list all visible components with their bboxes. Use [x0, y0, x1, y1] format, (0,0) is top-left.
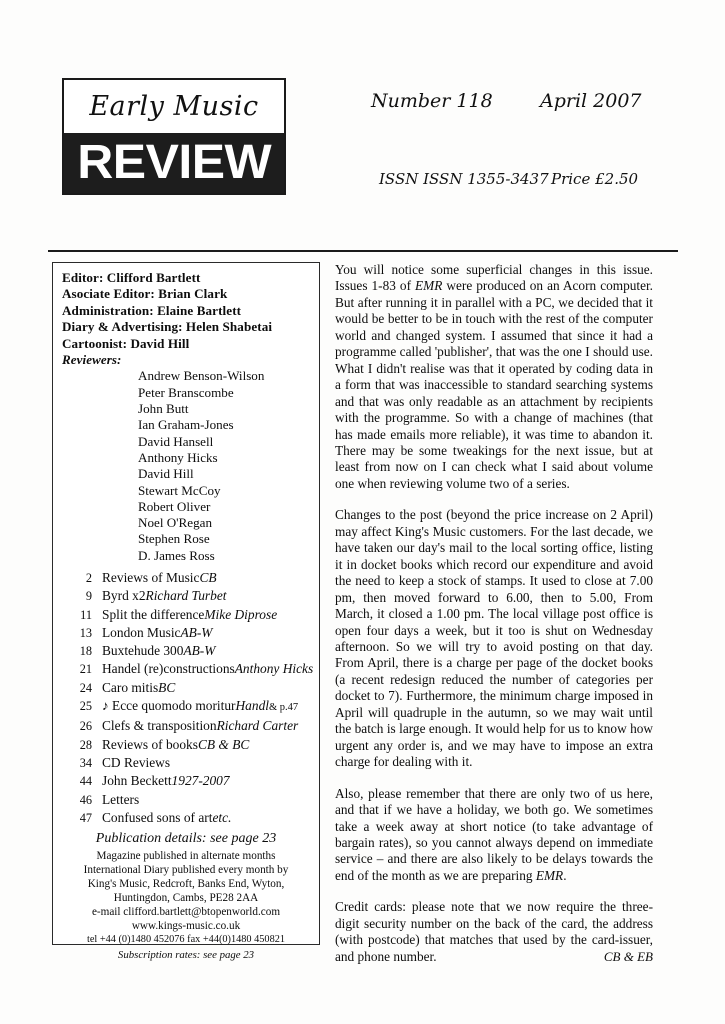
staff-diary-advertising: Diary & Advertising: Helen Shabetai — [62, 319, 273, 335]
reviewer-item: Stephen Rose — [138, 531, 210, 547]
contents-entry-title: Letters — [102, 791, 140, 807]
contents-page-number: 9 — [85, 589, 92, 604]
contents-entry-author: Mike Diprose — [204, 606, 278, 622]
reviewer-item: Noel O'Regan — [138, 515, 212, 531]
publication-detail-line: Huntingdon, Cambs, PE28 2AA — [113, 892, 259, 905]
contents-entry-title: Reviews of Music — [102, 570, 200, 585]
contents-entry-title: Reviews of books — [102, 736, 198, 752]
publication-details — [62, 830, 310, 963]
contents-page-number: 25 — [79, 699, 92, 714]
contents-page-number: 24 — [79, 680, 92, 695]
reviewer-item: Ian Graham-Jones — [138, 417, 234, 433]
contents-entry-title: ♪ Ecce quomodo moritur — [102, 698, 236, 714]
issue-date: April 2007 — [540, 90, 642, 112]
contents-entry-title: Byrd x2 — [102, 588, 146, 604]
publication-detail-line: International Diary published every month by — [83, 864, 289, 877]
contents-row[interactable] — [62, 736, 310, 754]
contents-page-number: 44 — [79, 774, 92, 789]
contents-entry-author: Richard Turbet — [145, 588, 227, 604]
publication-detail-line: www.kings-music.co.uk — [131, 920, 241, 933]
contents-row[interactable] — [62, 717, 310, 735]
editorial-paragraph: You will notice some superficial changes in this issue. Issues 1-83 of EMR were produced on an Acorn computer. But after running it in parallel with a PC, we decided that it would be better to be in touch with the rest of the computer world and changed system. I assumed that since it had a programme called 'publisher', that was the one I should use. What I didn't realise was that it operated by coding data in a form that was inaccessible to standard searching systems and that was only readable as an attachment by recipients with the programme. So with a change of machines (that has made emails more reliable), it was time to abandon it. There may be some tweakings for the next issue, but at least from now on I can check what I said about volume one when reviewing volume two of a series. — [335, 262, 653, 491]
masthead-info-box — [52, 262, 320, 962]
staff-cartoonist: Cartoonist: David Hill — [62, 335, 190, 351]
reviewer-item: David Hansell — [138, 433, 214, 449]
staff-associate-editor: Asociate Editor: Brian Clark — [62, 286, 228, 302]
reviewers-list — [62, 368, 310, 564]
contents-row[interactable] — [62, 624, 310, 642]
contents-row[interactable] — [62, 679, 310, 697]
masthead-title-review: REVIEW — [77, 136, 271, 189]
reviewer-item: Peter Branscombe — [138, 384, 234, 400]
contents-entry-suffix: & p.47 — [269, 702, 299, 714]
contents-entry-author: Anthony Hicks — [234, 661, 314, 677]
editorial-column — [335, 262, 653, 965]
contents-row[interactable] — [62, 569, 310, 587]
contents-entry-title: John Beckett — [102, 773, 172, 789]
contents-row[interactable] — [62, 791, 310, 809]
contents-row[interactable] — [62, 587, 310, 605]
publication-details-heading: Publication details: see page 23 — [95, 831, 277, 847]
publication-detail-line: Magazine published in alternate months — [96, 850, 276, 863]
issue-number: Number 118 — [371, 90, 493, 112]
contents-entry-title: Handel (re)constructions — [102, 661, 235, 677]
emr-abbreviation: EMR — [535, 867, 564, 883]
publication-details-lines — [62, 849, 310, 933]
editorial-paragraph: Also, please remember that there are only two of us here, and that if we have a holiday, we both go. We sometimes take a week away at short notice (to take advantage of bargain rates), so you cannot always depend on immediate service – and there are also likely to be delays towards the end of the month as we are preparing EMR. — [335, 785, 653, 883]
contents-list — [62, 569, 314, 827]
emr-abbreviation: EMR — [415, 278, 443, 294]
contents-page-number: 13 — [79, 625, 92, 640]
contents-entry-author: etc. — [212, 809, 232, 825]
contents-entry-title: Split the difference — [102, 606, 205, 622]
contents-entry-author: BC — [158, 679, 176, 695]
masthead-top-band — [64, 80, 284, 133]
editorial-paragraph: Changes to the post (beyond the price increase on 2 April) may affect King's Music customers. For the last decade, we have taken our day's mail to the local sorting office, listing it in docket books which record our expenditure and avoid the need to keep a stock of stamps. It used to close at 7.00 pm, then moved forward to 6.00, then to 5.00, From March, it closed a 1.00 pm. The local village post office is open four days a week, but it too is shut on Wednesday afternoon. So we will try to avoid posting on that day. From April, there is a charge per page of the docket books (a recent redesign reduced the number of categories per docket to 7). Furthermore, the minimum charge imposed in April will quadruple in the autumn, so we may wait until the batch is large enough. It would help for us to know how urgent any order is, and we may have to impose an extra charge for dealing with it. — [335, 507, 653, 770]
reviewer-item: Andrew Benson-Wilson — [138, 368, 265, 384]
contents-entry-author: Richard Carter — [216, 718, 299, 734]
reviewer-item: Anthony Hicks — [138, 449, 218, 465]
contents-page-number: 18 — [79, 644, 92, 659]
contents-page-number: 2 — [85, 571, 92, 585]
contents-page-number: 26 — [79, 719, 92, 734]
contents-entry-author: Handl — [235, 698, 269, 714]
contents-entry-title: London Music — [102, 624, 181, 640]
contents-entry-title: Confused sons of art — [102, 809, 213, 825]
staff-list — [62, 270, 310, 368]
publication-contact-line: tel +44 (0)1480 452076 fax +44(0)1480 450821 — [86, 934, 286, 946]
header-divider-rule — [48, 250, 678, 252]
contents-row[interactable] — [62, 754, 310, 772]
contents-page-number: 47 — [79, 810, 92, 825]
contents-row[interactable] — [62, 697, 310, 717]
contents-entry-title: Clefs & transposition — [102, 718, 217, 734]
publication-detail-line: King's Music, Redcroft, Banks End, Wyton, — [87, 878, 285, 891]
reviewers-label: Reviewers: — [62, 352, 122, 368]
masthead-title-early-music: Early Music — [89, 91, 259, 122]
contents-row[interactable] — [62, 606, 310, 624]
issn-text: ISSN ISSN 1355-3437 — [379, 170, 549, 188]
reviewer-item: Stewart McCoy — [138, 482, 221, 498]
staff-editor: Editor: Clifford Bartlett — [62, 270, 201, 285]
subscription-rates-line: Subscription rates: see page 23 — [117, 949, 255, 962]
contents-row[interactable] — [62, 772, 310, 790]
editorial-paragraph: Credit cards: please note that we now require the three-digit security number on the back of the card, the address (with postcode) that matches that used by the card-issuer, and phone number. CB & EB — [335, 899, 653, 964]
contents-entry-title: Buxtehude 300 — [102, 643, 184, 659]
publication-detail-line: e-mail clifford.bartlett@btopenworld.com — [91, 906, 281, 919]
contents-entry-author: CB — [199, 570, 217, 585]
price-text: Price £2.50 — [551, 170, 639, 188]
contents-page-number: 28 — [79, 737, 92, 752]
reviewer-item: Robert Oliver — [138, 498, 211, 514]
contents-row[interactable] — [62, 642, 310, 660]
masthead-bottom-band — [64, 133, 284, 193]
contents-entry-author: 1927-2007 — [171, 773, 230, 789]
contents-page-number: 34 — [79, 755, 92, 770]
contents-entry-title: CD Reviews — [102, 754, 171, 770]
reviewer-item: John Butt — [138, 401, 189, 417]
contents-page-number: 21 — [79, 662, 92, 677]
reviewer-item: D. James Ross — [138, 547, 215, 563]
contents-row[interactable] — [62, 660, 314, 678]
editorial-signoff: CB & EB — [603, 948, 653, 964]
reviewer-item: David Hill — [138, 466, 194, 482]
contents-row[interactable] — [62, 809, 310, 827]
contents-entry-title: Caro mitis — [102, 679, 159, 695]
contents-entry-author: AB-W — [183, 643, 216, 659]
contents-page-number: 46 — [79, 792, 92, 807]
masthead-logo — [62, 78, 286, 195]
contents-entry-author: CB & BC — [197, 736, 250, 752]
contents-entry-author: AB-W — [180, 624, 213, 640]
contents-page-number: 11 — [80, 607, 92, 622]
staff-administration: Administration: Elaine Bartlett — [62, 302, 242, 318]
